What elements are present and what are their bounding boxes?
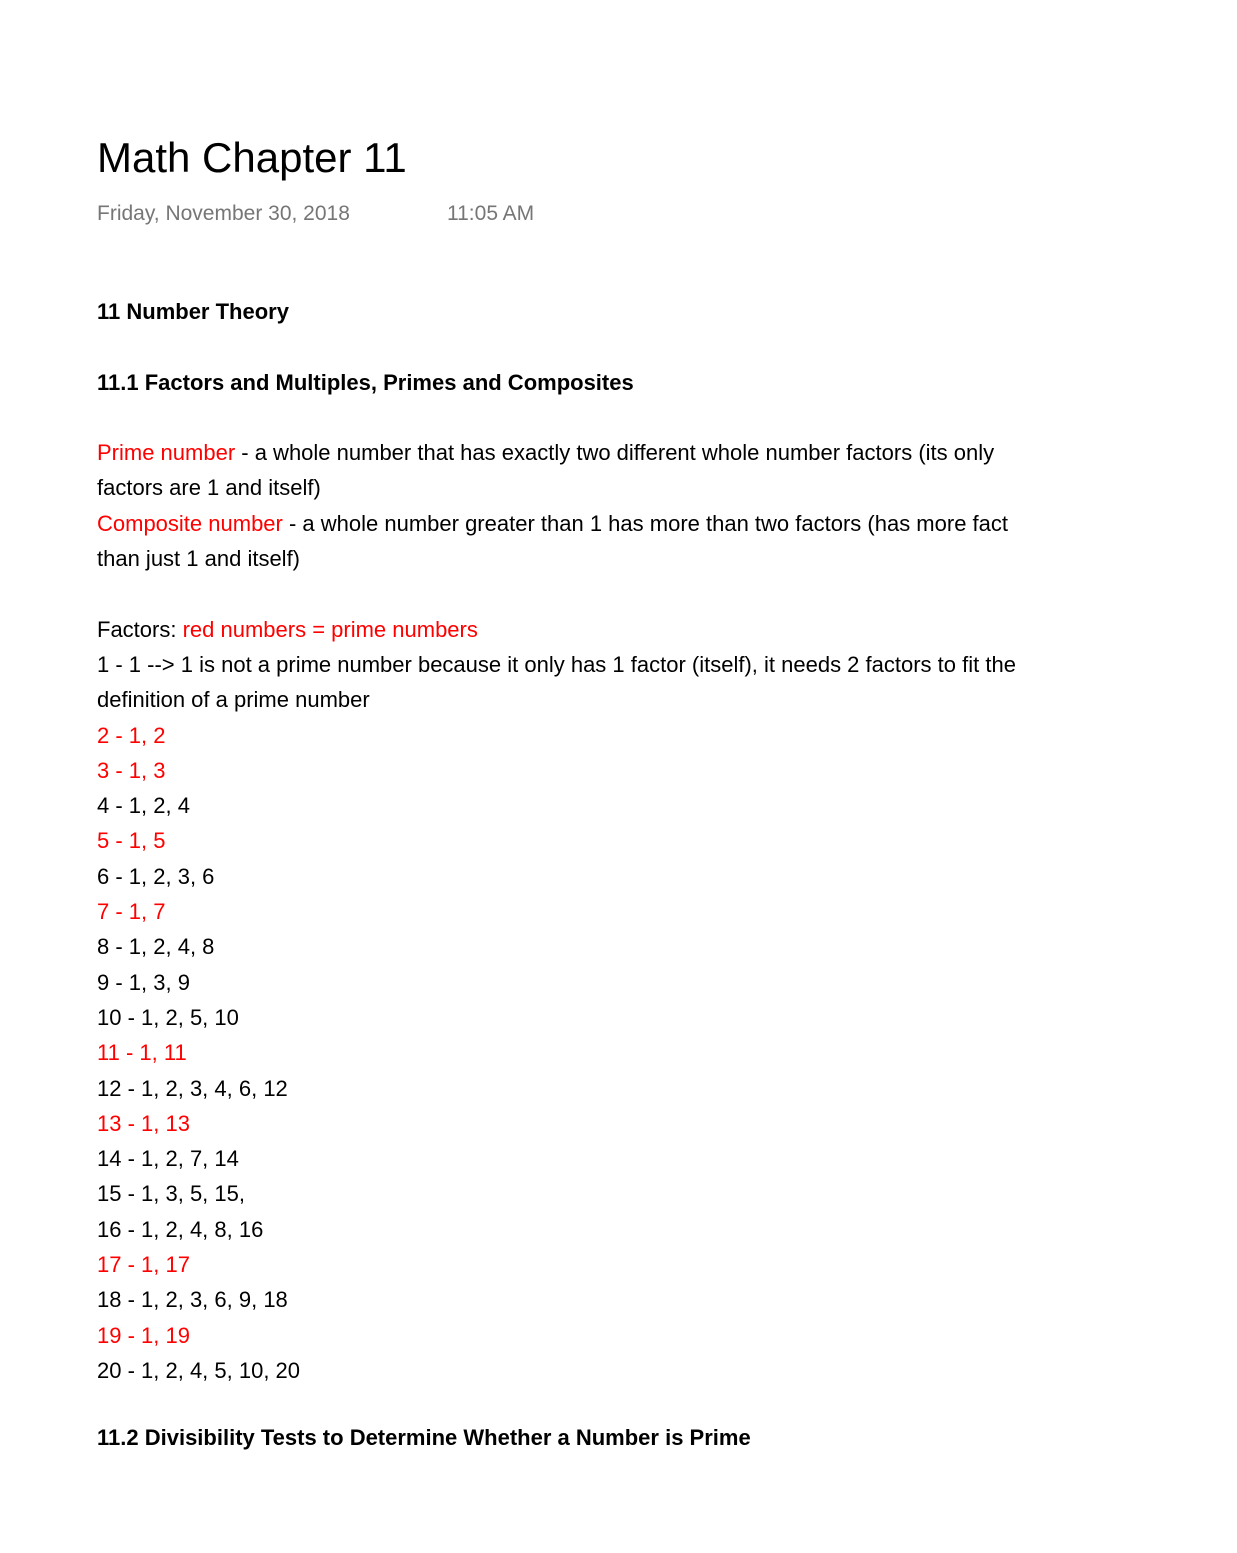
factor-list-item: 19 - 1, 19 [97,1322,190,1348]
prime-definition-text: - a whole number that has exactly two different whole number factors (its only [235,440,995,466]
factor-list-item: 16 - 1, 2, 4, 8, 16 [97,1216,264,1242]
factor-note-line: definition of a prime number [97,687,370,713]
note-body [97,294,1237,1388]
spacer [97,329,1237,364]
factor-list-item: 4 - 1, 2, 4 [97,793,190,819]
factor-list-item: 6 - 1, 2, 3, 6 [97,863,215,889]
spacer [97,400,1237,435]
factor-list-item: 2 - 1, 2 [97,722,166,748]
factors-label: Factors: [97,616,183,642]
page-time: 11:05 AM [447,202,535,225]
factor-list-item: 20 - 1, 2, 4, 5, 10, 20 [97,1357,301,1383]
page-date: Friday, November 30, 2018 [97,202,350,225]
composite-definition [97,506,1237,541]
spacer [97,576,1237,611]
prime-term: Prime number [97,440,236,466]
factor-list-item: 5 - 1, 5 [97,828,166,854]
section-heading-11-1: 11.1 Factors and Multiples, Primes and Composites [97,369,634,395]
composite-definition-continued: than just 1 and itself) [97,546,301,572]
factor-list [97,718,1237,1389]
factor-list-item: 8 - 1, 2, 4, 8 [97,934,215,960]
chapter-heading: 11 Number Theory [97,299,289,324]
factor-list-item: 3 - 1, 3 [97,757,166,783]
factor-list-item: 7 - 1, 7 [97,899,166,925]
factor-list-item: 14 - 1, 2, 7, 14 [97,1146,239,1172]
factors-label-line [97,612,1237,647]
composite-term: Composite number [97,510,283,536]
factor-list-item: 11 - 1, 11 [97,1040,187,1066]
factors-legend: red numbers = prime numbers [182,616,478,642]
factor-list-item: 12 - 1, 2, 3, 4, 6, 12 [97,1075,288,1101]
factor-list-item: 10 - 1, 2, 5, 10 [97,1004,239,1030]
section-heading-11-2: 11.2 Divisibility Tests to Determine Whether a Number is Prime [97,1425,751,1450]
factor-list-item: 18 - 1, 2, 3, 6, 9, 18 [97,1287,288,1313]
composite-definition-text: - a whole number greater than 1 has more than two factors (has more fact [282,510,1009,536]
factor-list-item: 17 - 1, 17 [97,1252,190,1278]
prime-definition-continued: factors are 1 and itself) [97,475,321,501]
factor-list-item: 9 - 1, 3, 9 [97,969,190,995]
prime-definition [97,435,1237,470]
next-section-heading-clipped [97,1420,1197,1450]
page-title: Math Chapter 11 [97,134,407,181]
factor-list-item: 15 - 1, 3, 5, 15, [97,1181,245,1207]
factor-list-item: 13 - 1, 13 [97,1110,190,1136]
factor-note-line: 1 - 1 --> 1 is not a prime number because it only has 1 factor (itself), it needs 2 factors to fit the [97,651,1016,677]
